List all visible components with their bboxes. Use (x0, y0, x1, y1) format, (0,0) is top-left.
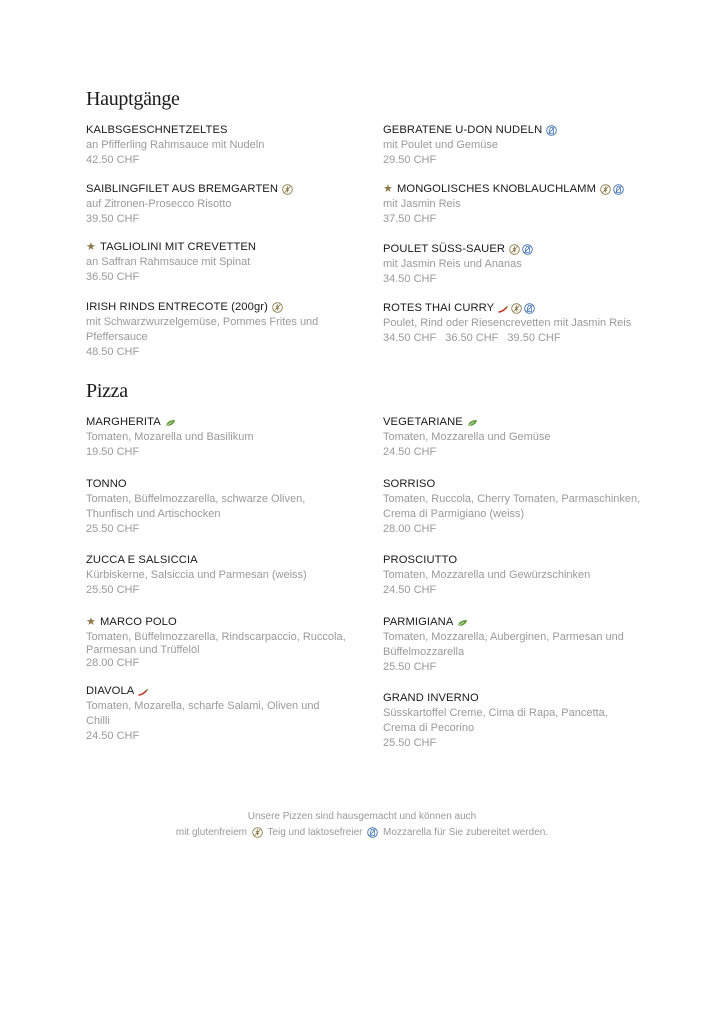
menu-item (86, 415, 341, 460)
item-description: Poulet, Rind oder Riesencrevetten mit Jasmin Reis (383, 317, 632, 329)
item-description: Süsskartoffel Creme, Cima di Rapa, Pancetta, Crema di Pecorino (383, 707, 608, 734)
item-description: Tomaten, Büffelmozzarella, Rindscarpaccio, Ruccola, Parmesan und Trüffelöl (86, 631, 346, 656)
item-name: GEBRATENE U-DON NUDELN (383, 123, 638, 138)
item-name: ★ TAGLIOLINI MIT CREVETTEN (86, 241, 257, 253)
item-name: GRAND INVERNO (383, 692, 479, 704)
item-name: SORRISO (383, 478, 436, 490)
price-medium: 36.50 CHF (445, 332, 499, 344)
item-description: an Pfifferling Rahmsauce mit Nudeln (86, 139, 265, 151)
item-price: 42.50 CHF (86, 154, 140, 166)
item-description: Tomaten, Mozzarella und Gemüse (383, 431, 551, 443)
gluten-free-icon (600, 184, 611, 195)
item-name: POULET SÜSS-SAUER (383, 242, 638, 257)
item-name: VEGETARIANE (383, 415, 638, 430)
item-description: Tomaten, Ruccola, Cherry Tomaten, Parmaschinken, Crema di Parmigiano (weiss) (383, 493, 641, 520)
item-price: 24.50 CHF (383, 446, 437, 458)
price-large: 39.50 CHF (507, 332, 561, 344)
menu-item (86, 240, 341, 285)
item-description: Tomaten, Mozzarella, Auberginen, Parmesan und Büffelmozzarella (383, 631, 624, 658)
item-price: 25.50 CHF (86, 584, 140, 596)
item-description: mit Jasmin Reis und Ananas (383, 258, 522, 270)
item-name: PARMIGIANA (383, 615, 638, 630)
menu-item (86, 615, 346, 671)
menu-item (86, 477, 346, 537)
item-price (383, 331, 638, 346)
item-name: MARGHERITA (86, 415, 341, 430)
item-price: 39.50 CHF (86, 213, 140, 225)
item-price: 24.50 CHF (383, 584, 437, 596)
lactose-free-icon (367, 827, 378, 838)
menu-item (383, 415, 638, 460)
item-price: 36.50 CHF (86, 271, 140, 283)
menu-item (383, 615, 638, 675)
item-description: auf Zitronen-Prosecco Risotto (86, 198, 232, 210)
item-description: mit Poulet und Gemüse (383, 139, 498, 151)
item-description: Kürbiskerne, Salsiccia und Parmesan (weiss) (86, 569, 307, 581)
item-price: 28.00 CHF (383, 523, 437, 535)
vegetarian-leaf-icon (165, 419, 176, 427)
gluten-free-icon (252, 827, 263, 838)
menu-item (383, 691, 638, 751)
menu-item (86, 123, 341, 168)
footer-note (0, 809, 724, 841)
item-name: PROSCIUTTO (383, 554, 458, 566)
menu-item (383, 242, 638, 287)
item-name: TONNO (86, 478, 127, 490)
menu-item (86, 553, 346, 598)
item-price: 34.50 CHF (383, 273, 437, 285)
gluten-free-icon (509, 244, 520, 255)
vegetarian-leaf-icon (467, 419, 478, 427)
item-description: mit Jasmin Reis (383, 198, 461, 210)
footer-line-2: mit glutenfreiem Teig und laktosefreier Mozzarella für Sie zubereitet werden. (175, 827, 549, 838)
item-description: Tomaten, Mozzarella und Gewürzschinken (383, 569, 591, 581)
item-description: mit Schwarzwurzelgemüse, Pommes Frites und Pfeffersauce (86, 316, 319, 343)
menu-item (86, 300, 341, 360)
menu-item (86, 684, 326, 744)
lactose-free-icon (522, 244, 533, 255)
item-description: Tomaten, Mozarella und Basilikum (86, 431, 254, 443)
gluten-free-icon (282, 184, 293, 195)
item-description: an Saffran Rahmsauce mit Spinat (86, 256, 251, 268)
item-price: 25.50 CHF (86, 523, 140, 535)
lactose-free-icon (546, 125, 557, 136)
menu-item (383, 553, 648, 598)
price-small: 34.50 CHF (383, 332, 437, 344)
star-icon: ★ (86, 241, 96, 253)
item-description: Tomaten, Mozarella, scharfe Salami, Oliven und Chilli (86, 700, 320, 727)
item-name: ★ MARCO POLO (86, 616, 177, 628)
gluten-free-icon (511, 303, 522, 314)
gluten-free-icon (272, 302, 283, 313)
item-price: 29.50 CHF (383, 154, 437, 166)
star-icon: ★ (86, 616, 96, 628)
menu-item (86, 182, 341, 227)
chili-icon (138, 688, 149, 696)
item-price: 19.50 CHF (86, 446, 140, 458)
star-icon: ★ (383, 183, 393, 195)
item-price: 24.50 CHF (86, 730, 140, 742)
item-price: 28.00 CHF (86, 657, 140, 669)
menu-item (383, 182, 653, 227)
item-name: ZUCCA E SALSICCIA (86, 554, 198, 566)
footer-line-1: Unsere Pizzen sind hausgemacht und können auch (247, 811, 477, 822)
item-price: 48.50 CHF (86, 346, 140, 358)
lactose-free-icon (524, 303, 535, 314)
item-price: 37.50 CHF (383, 213, 437, 225)
menu-item (383, 123, 638, 168)
lactose-free-icon (613, 184, 624, 195)
item-name: DIAVOLA (86, 684, 326, 699)
item-name: ★ MONGOLISCHES KNOBLAUCHLAMM (383, 182, 653, 197)
chili-icon (498, 305, 509, 313)
menu-item (383, 301, 638, 346)
item-price: 25.50 CHF (383, 661, 437, 673)
item-description: Tomaten, Büffelmozzarella, schwarze Oliven, Thunfisch und Artischocken (86, 493, 306, 520)
item-name: IRISH RINDS ENTRECOTE (200gr) (86, 300, 341, 315)
item-name: SAIBLINGFILET AUS BREMGARTEN (86, 182, 341, 197)
section-title-pizza: Pizza (86, 380, 128, 402)
section-title-hauptgaenge: Hauptgänge (86, 88, 180, 110)
vegetarian-leaf-icon (457, 619, 468, 627)
item-name: KALBSGESCHNETZELTES (86, 124, 228, 136)
item-name: ROTES THAI CURRY (383, 301, 638, 316)
item-price: 25.50 CHF (383, 737, 437, 749)
menu-item (383, 477, 648, 537)
